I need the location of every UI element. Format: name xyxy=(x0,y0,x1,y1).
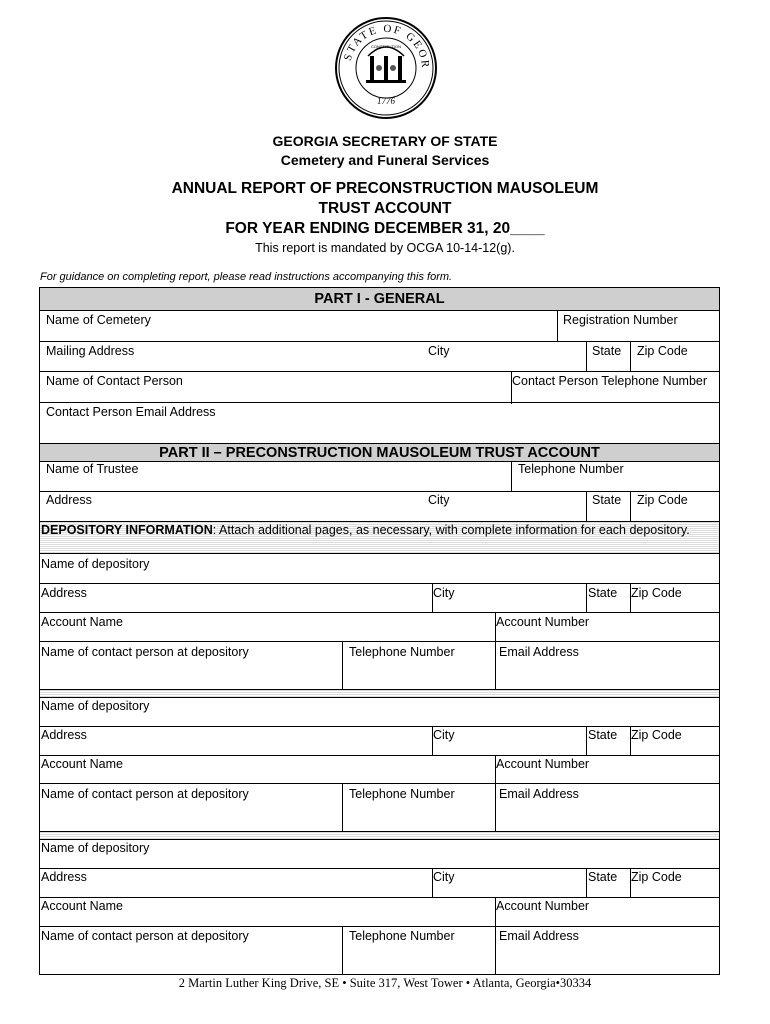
depository3-city-field[interactable]: City xyxy=(433,870,455,884)
depository1-city-field[interactable]: City xyxy=(433,586,455,600)
state-field[interactable]: State xyxy=(592,344,622,358)
depository3-name-row xyxy=(40,840,719,869)
depository2-zip-field[interactable]: Zip Code xyxy=(631,728,682,742)
mailing-address-field[interactable]: Mailing Address xyxy=(46,344,135,358)
depository3-account-number-field[interactable]: Account Number xyxy=(496,899,590,913)
part1-heading: PART I - GENERAL xyxy=(40,288,719,311)
depository1-zip-field[interactable]: Zip Code xyxy=(631,586,682,600)
depository1-name-field[interactable]: Name of depository xyxy=(41,557,150,571)
depository1-name-row xyxy=(40,554,719,584)
report-title-line3: FOR YEAR ENDING DECEMBER 31, 20____ xyxy=(225,220,545,237)
depository2-account-number-field[interactable]: Account Number xyxy=(496,757,590,771)
contact-email-row xyxy=(40,403,719,443)
mandate-note: This report is mandated by OCGA 10-14-12(g). xyxy=(255,241,515,255)
depository1-state-field[interactable]: State xyxy=(588,586,618,600)
depository3-address-row xyxy=(40,869,719,898)
depository2-state-field[interactable]: State xyxy=(588,728,618,742)
guidance-note: For guidance on completing report, please read instructions accompanying this form. xyxy=(40,271,453,283)
depository2-name-field[interactable]: Name of depository xyxy=(41,699,150,713)
depository3-zip-field[interactable]: Zip Code xyxy=(631,870,682,884)
footer-address: 2 Martin Luther King Drive, SE • Suite 317, West Tower • Atlanta, Georgia•30334 xyxy=(178,976,592,990)
report-title-line2: TRUST ACCOUNT xyxy=(318,200,452,217)
depository3-phone-field[interactable]: Telephone Number xyxy=(349,929,455,943)
depository3-account-row xyxy=(40,898,719,927)
cemetery-row xyxy=(40,311,719,342)
depository1-address-field[interactable]: Address xyxy=(41,586,87,600)
trustee-row xyxy=(40,462,719,492)
depository2-contact-field[interactable]: Name of contact person at depository xyxy=(41,787,249,801)
depository3-name-field[interactable]: Name of depository xyxy=(41,841,150,855)
depository1-address-row xyxy=(40,584,719,613)
division-name: Cemetery and Funeral Services xyxy=(280,152,490,168)
trustee-city-field[interactable]: City xyxy=(428,493,450,507)
depository1-account-name-field[interactable]: Account Name xyxy=(41,615,123,629)
depository-info-note: DEPOSITORY INFORMATION: Attach additional pages, as necessary, with complete information for each depository. xyxy=(41,523,690,537)
depository2-city-field[interactable]: City xyxy=(433,728,455,742)
contact-person-row xyxy=(40,372,719,403)
depository-separator xyxy=(40,690,719,698)
svg-text:STATE OF GEORGIA xyxy=(334,16,431,70)
agency-name: GEORGIA SECRETARY OF STATE xyxy=(272,133,498,149)
depository2-account-row xyxy=(40,756,719,784)
depository1-email-field[interactable]: Email Address xyxy=(499,645,579,659)
trustee-state-field[interactable]: State xyxy=(592,493,622,507)
depository3-state-field[interactable]: State xyxy=(588,870,618,884)
contact-email-field[interactable]: Contact Person Email Address xyxy=(46,405,216,419)
depository2-email-field[interactable]: Email Address xyxy=(499,787,579,801)
depository3-account-name-field[interactable]: Account Name xyxy=(41,899,123,913)
depository-info-row xyxy=(40,522,719,554)
seal-inner-text: CONSTITUTION xyxy=(371,44,401,49)
depository-separator xyxy=(40,832,719,840)
depository1-phone-field[interactable]: Telephone Number xyxy=(349,645,455,659)
city-field[interactable]: City xyxy=(428,344,450,358)
seal-ring-text: STATE OF GEOR xyxy=(341,22,432,70)
depository1-contact-field[interactable]: Name of contact person at depository xyxy=(41,645,249,659)
depository2-account-name-field[interactable]: Account Name xyxy=(41,757,123,771)
depository2-name-row xyxy=(40,698,719,727)
report-title-line1: ANNUAL REPORT OF PRECONSTRUCTION MAUSOLEUM xyxy=(171,180,599,197)
depository3-address-field[interactable]: Address xyxy=(41,870,87,884)
depository3-email-field[interactable]: Email Address xyxy=(499,929,579,943)
trustee-phone-field[interactable]: Telephone Number xyxy=(518,462,624,476)
depository2-phone-field[interactable]: Telephone Number xyxy=(349,787,455,801)
report-form xyxy=(39,287,720,975)
seal-year: 1776 xyxy=(377,96,395,106)
registration-number-field[interactable]: Registration Number xyxy=(563,313,678,327)
depository2-address-row xyxy=(40,727,719,756)
contact-person-field[interactable]: Name of Contact Person xyxy=(46,374,183,388)
depository1-account-row xyxy=(40,613,719,642)
trustee-zip-field[interactable]: Zip Code xyxy=(637,493,688,507)
state-seal xyxy=(334,16,438,120)
depository2-contact-row xyxy=(40,784,719,832)
zip-field[interactable]: Zip Code xyxy=(637,344,688,358)
depository2-address-field[interactable]: Address xyxy=(41,728,87,742)
trustee-name-field[interactable]: Name of Trustee xyxy=(46,462,139,476)
mailing-address-row xyxy=(40,342,719,372)
depository3-contact-field[interactable]: Name of contact person at depository xyxy=(41,929,249,943)
depository1-contact-row xyxy=(40,642,719,690)
trustee-address-field[interactable]: Address xyxy=(46,493,92,507)
depository3-contact-row xyxy=(40,927,719,974)
trustee-address-row xyxy=(40,492,719,522)
contact-phone-field[interactable]: Contact Person Telephone Number xyxy=(512,374,708,388)
cemetery-name-field[interactable]: Name of Cemetery xyxy=(46,313,151,327)
part2-heading: PART II – PRECONSTRUCTION MAUSOLEUM TRUST ACCOUNT xyxy=(40,443,719,462)
depository1-account-number-field[interactable]: Account Number xyxy=(496,615,590,629)
